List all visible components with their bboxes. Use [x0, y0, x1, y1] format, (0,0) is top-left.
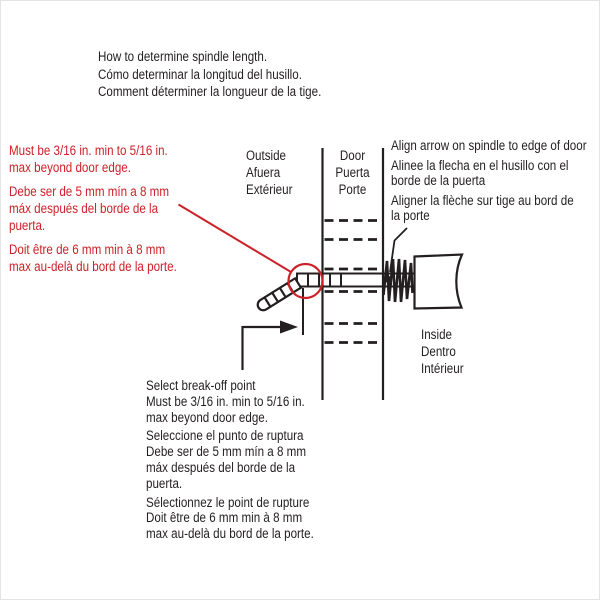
note-line: Must be 3/16 in. min to 5/16 in. — [146, 393, 305, 409]
label-line: Intérieur — [421, 361, 464, 376]
note-line: borde de la puerta — [391, 173, 486, 188]
title-line: Cómo determinar la longitud del husillo. — [98, 66, 302, 82]
note-line: Align arrow on spindle to edge of door — [391, 138, 587, 153]
label-line: Outside — [246, 148, 287, 163]
note-line: Aligner la flèche sur tige au bord de — [391, 192, 574, 208]
note-line: Debe ser de 5 mm mín a 8 mm — [9, 184, 170, 199]
title-line: Comment déterminer la longueur de la tige. — [98, 84, 322, 99]
break-off-segment — [256, 278, 301, 312]
inside-label — [421, 326, 464, 377]
note-line: la porte — [391, 208, 430, 223]
note-line: max beyond door edge. — [146, 409, 268, 425]
note-line: Doit être de 6 mm min à 8 mm — [9, 242, 166, 257]
label-line: Extérieur — [246, 182, 293, 197]
max-beyond-edge-note — [9, 142, 177, 275]
note-line: max au-delà du bord de la porte. — [9, 259, 177, 274]
page-title — [98, 48, 321, 101]
note-line: puerta. — [146, 475, 183, 491]
note-line: Seleccione el punto de ruptura — [146, 428, 304, 444]
note-line: Select break-off point — [146, 378, 256, 393]
door-knob — [415, 255, 463, 309]
note-line: Alinee la flecha en el husillo con el — [391, 157, 569, 173]
note-line: Doit être de 6 mm min à 8 mm — [146, 510, 303, 526]
breakoff-note — [146, 378, 314, 542]
label-line: Door — [339, 148, 366, 163]
label-line: Porte — [338, 182, 367, 197]
door-label — [326, 147, 378, 198]
note-line: máx después del borde de la — [9, 201, 159, 216]
label-line: Inside — [421, 327, 452, 342]
title-line: How to determine spindle length. — [98, 49, 268, 64]
label-line: Puerta — [335, 165, 370, 180]
note-line: Debe ser de 5 mm mín a 8 mm — [146, 444, 307, 460]
label-line: Dentro — [421, 344, 456, 359]
note-line: max au-delà du bord de la porte. — [146, 526, 314, 542]
align-arrow-note — [391, 138, 587, 224]
note-line: max beyond door edge. — [9, 160, 131, 175]
note-line: puerta. — [9, 218, 46, 233]
red-leader-line — [179, 205, 292, 273]
label-line: Afuera — [246, 165, 281, 180]
outside-label — [246, 147, 292, 198]
door-bore-dashed-lines — [325, 221, 382, 343]
note-line: Must be 3/16 in. min to 5/16 in. — [9, 143, 168, 158]
note-line: Sélectionnez le point de rupture — [146, 494, 310, 510]
note-line: máx después del borde de la — [146, 459, 296, 475]
